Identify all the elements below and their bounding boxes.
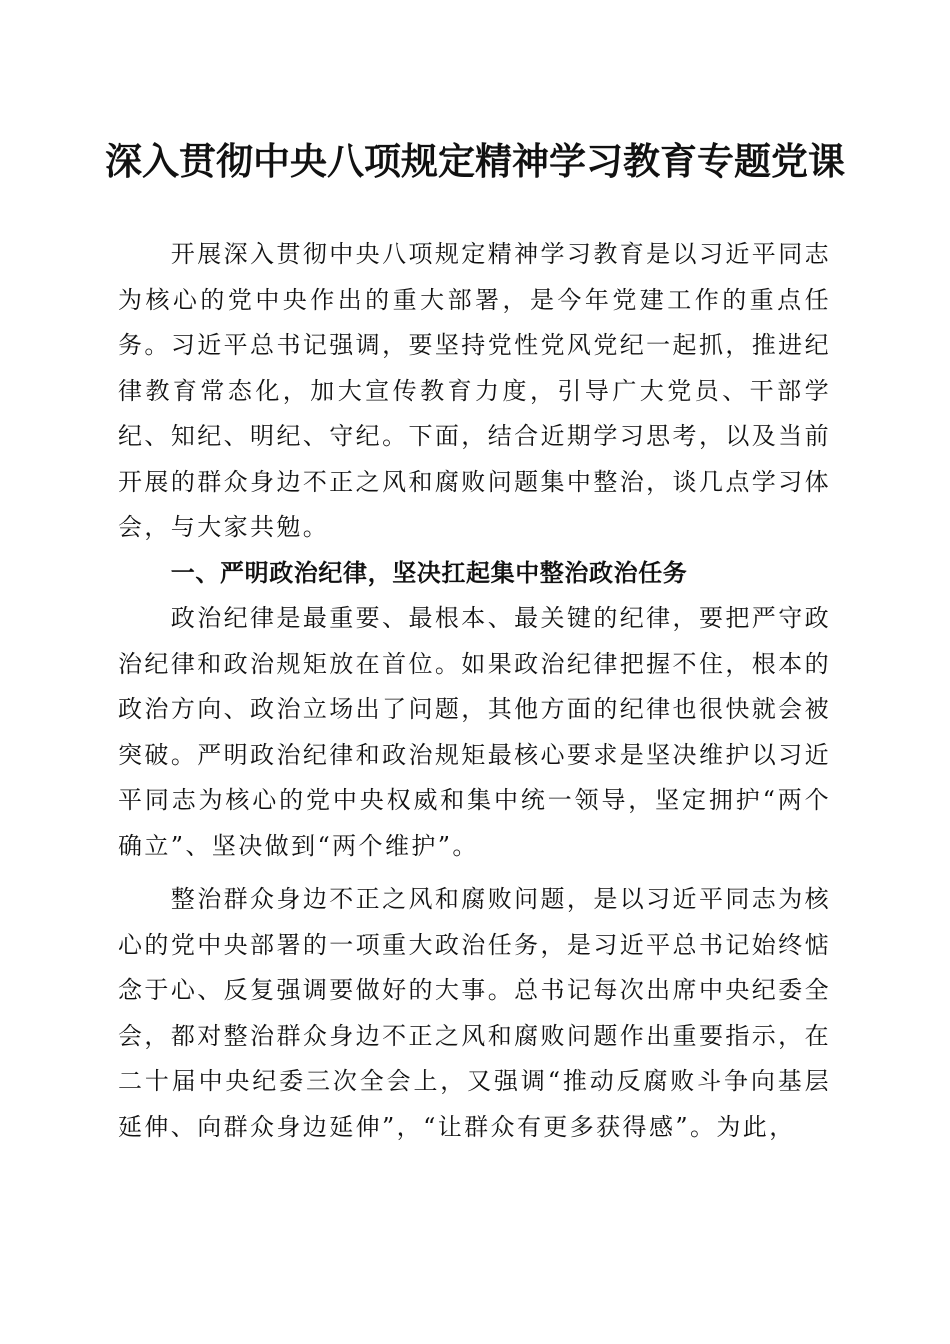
intro-paragraph: 开展深入贯彻中央八项规定精神学习教育是以习近平同志为核心的党中央作出的重大部署，是今年党建工作的重点任务。习近平总书记强调，要坚持党性党风党纪一起抓，推进纪律教育常态化，加大宣传教育力度，引导广大党员、干部学纪、知纪、明纪、守纪。下面，结合近期学习思考，以及当前开展的群众身边不正之风和腐败问题集中整治，谈几点学习体会，与大家共勉。 [118,240,831,541]
section-heading-1: 一、严明政治纪律，坚决扛起集中整治政治任务 [170,558,688,587]
document-body [118,232,831,1150]
section-1-paragraph-1: 政治纪律是最重要、最根本、最关键的纪律，要把严守政治纪律和政治规矩放在首位。如果政治纪律把握不住，根本的政治方向、政治立场出了问题，其他方面的纪律也很快就会被突破。严明政治纪律和政治规矩最核心要求是坚决维护以习近平同志为核心的党中央权威和集中统一领导，坚定拥护“两个确立”、坚决做到“两个维护”。 [118,604,831,860]
section-1-paragraph-2: 整治群众身边不正之风和腐败问题，是以习近平同志为核心的党中央部署的一项重大政治任务，是习近平总书记始终惦念于心、反复强调要做好的大事。总书记每次出席中央纪委全会，都对整治群众身边不正之风和腐败问题作出重要指示，在二十届中央纪委三次全会上，又强调“推动反腐败斗争向基层延伸、向群众身边延伸”，“让群众有更多获得感”。为此， [118,885,831,1141]
document-title: 深入贯彻中央八项规定精神学习教育专题党课 [105,139,845,183]
